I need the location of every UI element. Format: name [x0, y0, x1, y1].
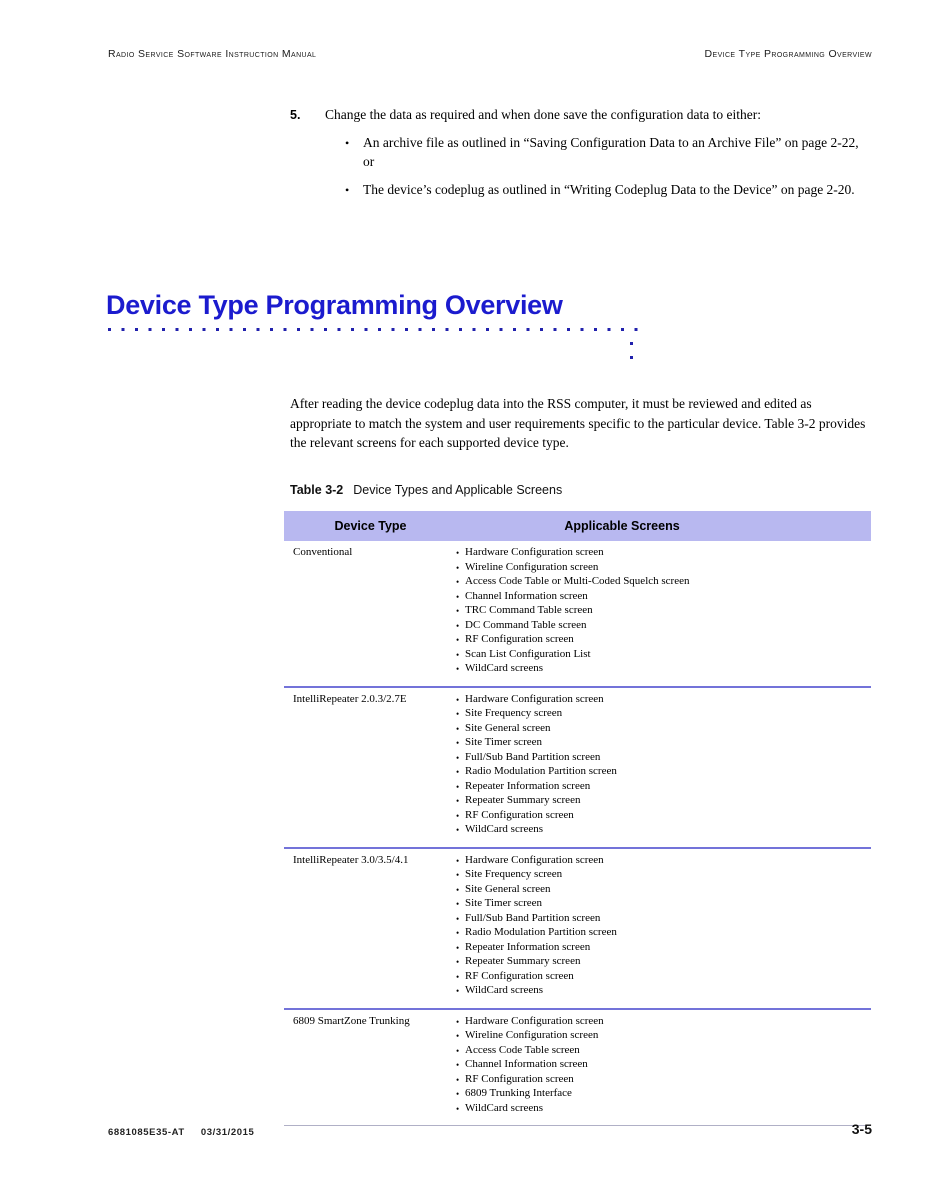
table-row: [284, 688, 871, 849]
screen-item-label: Repeater Information screen: [465, 940, 591, 953]
bullet-icon: •: [456, 752, 460, 763]
running-header-right: Device Type Programming Overview: [704, 48, 872, 60]
screen-item-label: Full/Sub Band Partition screen: [465, 750, 601, 763]
screen-item: [456, 941, 871, 956]
screen-item: [456, 823, 871, 838]
screen-item: [456, 575, 871, 590]
running-header-left: Radio Service Software Instruction Manual: [108, 48, 317, 60]
screen-item-label: Site General screen: [465, 882, 551, 895]
screen-item-label: Wireline Configuration screen: [465, 1029, 599, 1041]
bullet-icon: •: [345, 136, 350, 150]
screen-item-label: Access Code Table screen: [465, 1043, 580, 1056]
table-row: [284, 849, 871, 1010]
numbered-step: [290, 105, 870, 209]
screen-item: [456, 1015, 871, 1030]
screen-item: [456, 912, 871, 927]
screen-item-label: DC Command Table screen: [465, 618, 587, 631]
bullet-icon: •: [456, 591, 460, 602]
screen-item-label: Repeater Summary screen: [465, 794, 581, 806]
bullet-icon: •: [456, 971, 460, 982]
bullet-icon: •: [456, 899, 460, 909]
bullet-icon: •: [456, 810, 460, 821]
screen-item-label: WildCard screens: [465, 823, 544, 835]
list-item: [290, 180, 870, 200]
screen-item-label: Repeater Summary screen: [465, 955, 581, 967]
footer-left: [108, 1127, 254, 1138]
screen-item-label: Full/Sub Band Partition screen: [465, 911, 601, 924]
bullet-icon: •: [456, 1089, 460, 1099]
step-bullet-list: [290, 133, 870, 200]
bullet-icon: •: [456, 1074, 460, 1085]
bullet-icon: •: [456, 855, 460, 866]
bullet-icon: •: [456, 620, 460, 631]
bullet-icon: •: [456, 738, 460, 748]
screen-item: [456, 633, 871, 648]
screen-item: [456, 707, 871, 722]
step-head: [290, 105, 870, 125]
screen-item: [456, 765, 871, 780]
bullet-icon: •: [456, 913, 460, 924]
dotted-rule-tail-dot: [630, 342, 633, 345]
bullet-text: The device’s codeplug as outlined in “Writing Codeplug Data to the Device” on page 2-20.: [363, 182, 855, 197]
bullet-icon: •: [456, 1060, 460, 1070]
bullet-icon: •: [456, 870, 460, 880]
screen-item-label: Hardware Configuration screen: [465, 692, 604, 705]
screen-item: [456, 736, 871, 751]
screen-item-label: Site General screen: [465, 721, 551, 734]
screen-item-label: Site Timer screen: [465, 736, 542, 748]
device-screens-table: [284, 511, 871, 1126]
screen-item-label: RF Configuration screen: [465, 969, 574, 982]
table-row: [284, 541, 871, 688]
bullet-icon: •: [456, 562, 460, 573]
screen-item: [456, 1029, 871, 1044]
screen-item: [456, 1058, 871, 1073]
bullet-icon: •: [456, 1045, 460, 1056]
step-text: Change the data as required and when done save the configuration data to either:: [325, 107, 761, 122]
screen-item: [456, 1087, 871, 1102]
table-caption-text: Device Types and Applicable Screens: [353, 483, 563, 497]
device-type-cell: 6809 SmartZone Trunking: [293, 1014, 410, 1027]
list-item: [290, 133, 870, 171]
screen-item: [456, 780, 871, 795]
screen-item: [456, 984, 871, 999]
screen-item-label: Channel Information screen: [465, 1058, 588, 1070]
dotted-rule: [108, 328, 638, 331]
column-header-device-type: Device Type: [334, 519, 407, 533]
bullet-icon: •: [456, 577, 460, 587]
screen-item-label: Hardware Configuration screen: [465, 1014, 604, 1027]
bullet-icon: •: [456, 635, 460, 645]
screen-list: [456, 546, 871, 677]
screen-item-label: WildCard screens: [465, 1101, 544, 1114]
screen-item-label: Hardware Configuration screen: [465, 853, 604, 866]
screen-item-label: RF Configuration screen: [465, 1072, 574, 1085]
screen-item: [456, 693, 871, 708]
table-caption-label: Table 3-2: [290, 483, 344, 497]
screen-list: [456, 854, 871, 999]
screen-item: [456, 1073, 871, 1088]
screen-item-label: TRC Command Table screen: [465, 604, 593, 616]
screen-item-label: Radio Modulation Partition screen: [465, 926, 617, 938]
bullet-icon: •: [456, 825, 460, 835]
bullet-icon: •: [456, 986, 460, 996]
screen-list: [456, 693, 871, 838]
bullet-icon: •: [456, 723, 460, 734]
screen-item-label: Access Code Table or Multi-Coded Squelch screen: [465, 575, 690, 587]
bullet-icon: •: [456, 1103, 460, 1114]
bullet-icon: •: [456, 957, 460, 967]
screen-item: [456, 809, 871, 824]
screen-item: [456, 662, 871, 677]
bullet-icon: •: [456, 548, 460, 558]
screen-item-label: Site Timer screen: [465, 897, 542, 909]
footer-page-number: 3-5: [851, 1121, 872, 1137]
screen-item-label: Wireline Configuration screen: [465, 560, 599, 573]
section-intro: After reading the device codeplug data into the RSS computer, it must be reviewed and edited as appropriate to match the system and user requirements specific to the particular device. Table 3-2 provides the relevant screens for each supported device type.: [290, 396, 866, 450]
screen-item: [456, 794, 871, 809]
bullet-icon: •: [456, 664, 460, 674]
screen-item: [456, 883, 871, 898]
device-type-cell: IntelliRepeater 2.0.3/2.7E: [293, 692, 407, 705]
table-body: [284, 541, 871, 1126]
screen-item-label: Repeater Information screen: [465, 779, 591, 792]
screen-item-label: 6809 Trunking Interface: [465, 1087, 572, 1099]
screen-item-label: RF Configuration screen: [465, 808, 574, 821]
bullet-icon: •: [456, 928, 460, 938]
screen-item-label: Radio Modulation Partition screen: [465, 765, 617, 777]
screen-item-label: WildCard screens: [465, 984, 544, 996]
screen-item: [456, 546, 871, 561]
screen-item: [456, 955, 871, 970]
column-header-applicable-screens: Applicable Screens: [564, 519, 680, 533]
running-header: [108, 48, 872, 60]
screen-item: [456, 751, 871, 766]
bullet-icon: •: [456, 649, 460, 660]
screen-item-label: WildCard screens: [465, 662, 544, 674]
bullet-icon: •: [456, 942, 460, 953]
screen-item: [456, 561, 871, 576]
footer-doc-number: 6881085E35-AT: [108, 1127, 185, 1138]
screen-item: [456, 868, 871, 883]
bullet-icon: •: [456, 606, 460, 616]
bullet-icon: •: [456, 709, 460, 719]
bullet-icon: •: [345, 183, 350, 197]
bullet-text: An archive file as outlined in “Saving Configuration Data to an Archive File” on page 2-22, or: [363, 135, 859, 169]
table-header-row: [284, 511, 871, 541]
device-type-cell: IntelliRepeater 3.0/3.5/4.1: [293, 853, 409, 866]
screen-item: [456, 619, 871, 634]
bullet-icon: •: [456, 767, 460, 777]
footer-date: 03/31/2015: [200, 1127, 255, 1138]
section-title: Device Type Programming Overview: [106, 290, 563, 320]
screen-item: [456, 897, 871, 912]
bullet-icon: •: [456, 1016, 460, 1027]
table-caption: [290, 483, 562, 497]
table-row: [284, 1010, 871, 1127]
screen-item: [456, 1102, 871, 1117]
screen-item-label: Site Frequency screen: [465, 868, 563, 880]
screen-item: [456, 854, 871, 869]
dotted-rule-tail-dot: [630, 356, 633, 359]
screen-item: [456, 590, 871, 605]
bullet-icon: •: [456, 781, 460, 792]
screen-item: [456, 722, 871, 737]
bullet-icon: •: [456, 694, 460, 705]
bullet-icon: •: [456, 796, 460, 806]
screen-item: [456, 926, 871, 941]
step-number: 5.: [290, 108, 301, 122]
screen-item-label: Channel Information screen: [465, 589, 588, 602]
bullet-icon: •: [456, 1031, 460, 1041]
screen-item: [456, 604, 871, 619]
screen-item: [456, 648, 871, 663]
screen-item-label: Site Frequency screen: [465, 707, 563, 719]
screen-list: [456, 1015, 871, 1117]
screen-item-label: RF Configuration screen: [465, 633, 574, 645]
screen-item: [456, 1044, 871, 1059]
screen-item-label: Scan List Configuration List: [465, 647, 591, 660]
device-type-cell: Conventional: [293, 546, 353, 558]
screen-item: [456, 970, 871, 985]
screen-item-label: Hardware Configuration screen: [465, 546, 604, 558]
bullet-icon: •: [456, 884, 460, 895]
